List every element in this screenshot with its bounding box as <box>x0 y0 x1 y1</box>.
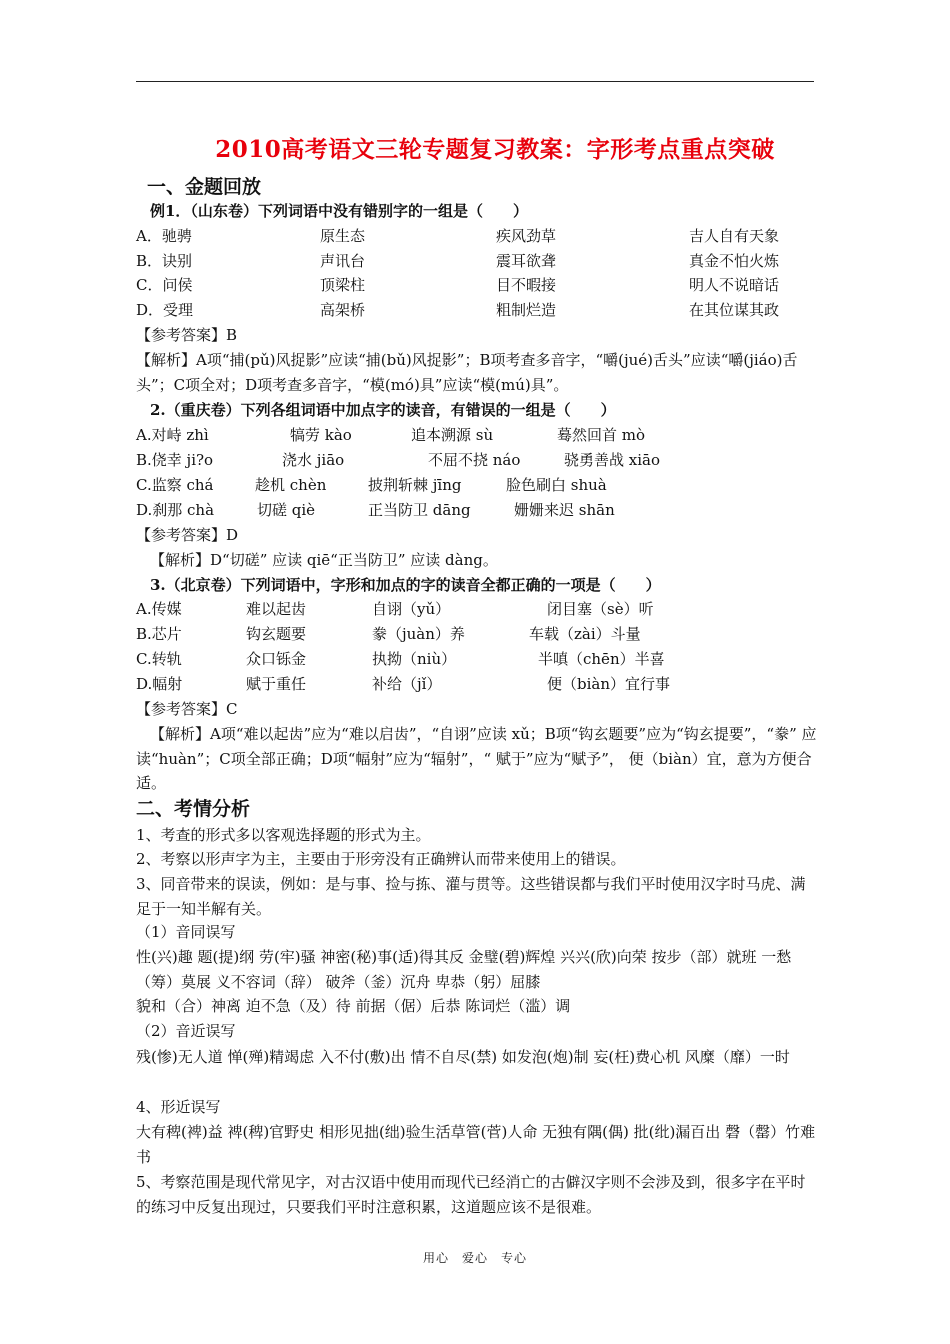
option-cell: 难以起齿 <box>246 600 307 618</box>
analysis-point-3: 3、同音带来的误读，例如：是与事、捡与拣、灌与贯等。这些错误都与我们平时使用汉字时马虎、满足于一知半解有关。 <box>136 875 806 918</box>
option-cell: D.幅射 <box>136 675 183 693</box>
option-cell: 原生态 <box>320 227 366 245</box>
option-cell: 犒劳 kào <box>290 426 352 444</box>
option-cell: 豢（juàn）养 <box>372 625 465 643</box>
option-cell: 蓦然回首 mò <box>557 426 646 444</box>
option-cell: 骁勇善战 xiāo <box>564 451 660 469</box>
question-2-answer: 【参考答案】D <box>136 526 239 544</box>
option-cell: 姗姗来迟 shān <box>514 501 615 519</box>
option-cell: 在其位谋其政 <box>689 300 780 319</box>
option-cell: B．诀别 <box>136 251 193 270</box>
page-footer: 用心 爱心 专心 <box>422 1251 527 1265</box>
option-cell: 顶梁柱 <box>320 276 366 294</box>
question-3-option-a <box>136 598 826 620</box>
question-1-heading: 例1．（山东卷）下列词语中没有错别字的一组是（ ） <box>150 202 528 220</box>
analysis-point-1: 1、考查的形式多以客观选择题的形式为主。 <box>136 826 431 844</box>
option-cell: D．受理 <box>136 300 194 319</box>
option-cell: 震耳欲聋 <box>496 251 557 270</box>
option-cell: 执拗（niù） <box>372 650 457 668</box>
option-cell: C.转轨 <box>136 650 182 668</box>
option-cell: 声讯台 <box>320 251 366 270</box>
option-cell: 真金不怕火炼 <box>689 251 780 270</box>
question-3-option-b <box>136 623 826 645</box>
question-1-option-c <box>136 274 826 296</box>
question-2-option-b <box>136 449 826 471</box>
question-2-option-c <box>136 474 826 496</box>
option-cell: 补给（jǐ） <box>372 675 442 693</box>
option-cell: B.芯片 <box>136 625 182 643</box>
homophone-examples: 性(兴)趣 题(提)纲 劳(牢)骚 神密(秘)事(适)得其反 金璧(碧)辉煌 兴兴(欣)向荣 按步（部）就班 一愁（筹）莫展 义不容词（辞） 破斧（釜）沉舟 卑恭（躬）屈膝 <box>136 948 792 991</box>
section-heading-1: 一、金题回放 <box>147 176 262 198</box>
option-cell: 明人不说暗话 <box>689 276 780 294</box>
option-cell: 赋于重任 <box>246 675 307 693</box>
option-cell: 目不暇接 <box>496 276 557 294</box>
homophone-examples-2: 貌和（合）神离 迫不急（及）待 前据（倨）后恭 陈词烂（滥）调 <box>136 997 571 1015</box>
analysis-point-5: 5、考察范围是现代常见字，对古汉语中使用而现代已经消亡的古僻汉字则不会涉及到，很多字在平时的练习中反复出现过，只要我们平时注意积累，这道题应该不是很难。 <box>136 1173 806 1216</box>
option-cell: 浇水 jiāo <box>282 451 345 469</box>
question-2-heading: 2.（重庆卷）下列各组词语中加点字的读音，有错误的一组是（ ） <box>150 401 616 419</box>
subheading-homophone: （1）音同误写 <box>136 923 236 941</box>
question-3-answer: 【参考答案】C <box>136 700 238 718</box>
question-3-option-d <box>136 673 826 695</box>
section-heading-2: 二、考情分析 <box>136 798 251 820</box>
option-cell: C.监察 chá <box>136 476 214 494</box>
option-cell: A．驰骋 <box>136 227 192 245</box>
option-cell: 正当防卫 dāng <box>368 501 471 519</box>
option-cell: D.刹那 chà <box>136 501 215 519</box>
question-2-analysis: 【解析】D“切磋” 应读 qiē“正当防卫” 应读 dàng。 <box>150 551 498 569</box>
subheading-near-sound: （2）音近误写 <box>136 1022 236 1040</box>
question-1-option-d <box>136 299 826 321</box>
option-cell: 钩玄题要 <box>246 625 307 643</box>
option-cell: 闭目塞（sè）听 <box>547 600 654 618</box>
question-1-option-a <box>136 225 826 247</box>
option-cell: 趁机 chèn <box>255 476 327 494</box>
option-cell: A.对峙 zhì <box>136 426 209 444</box>
option-cell: 粗制烂造 <box>496 300 557 319</box>
option-cell: 不屈不挠 náo <box>428 451 521 469</box>
analysis-point-2: 2、考察以形声字为主，主要由于形旁没有正确辨认而带来使用上的错误。 <box>136 850 626 868</box>
near-form-examples: 大有稗(裨)益 裨(稗)官野史 相形见拙(绌)验生活草管(菅)人命 无独有隅(偶) 批(纰)漏百出 磬（罄）竹难书 <box>136 1123 816 1166</box>
question-3-option-c <box>136 648 826 670</box>
option-cell: 车载（zài）斗量 <box>529 625 641 643</box>
option-cell: 披荆斩棘 jīng <box>368 476 462 494</box>
option-cell: 切磋 qiè <box>257 501 316 519</box>
question-1-analysis: 【解析】A项“捕(pǔ)风捉影”应读“捕(bǔ)风捉影”；B项考查多音字，“嚼(jué)舌头”应读“嚼(jiáo)舌头”；C项全对；D项考查多音字，“模(mó)具”应读“模(mú)具”。 <box>136 351 798 394</box>
question-2-option-a <box>136 424 826 446</box>
option-cell: B.侥幸 ji?o <box>136 451 214 469</box>
option-cell: 便（biàn）宜行事 <box>547 675 671 693</box>
option-cell: C．问侯 <box>136 276 193 294</box>
near-sound-examples: 残(惨)无人道 惮(殚)精竭虑 入不付(敷)出 情不自尽(禁) 如发泡(炮)制 妄(枉)费心机 风糜（靡）一时 <box>136 1048 790 1066</box>
option-cell: 脸色刷白 shuà <box>506 476 607 494</box>
option-cell: 众口铄金 <box>246 650 307 668</box>
analysis-point-4: 4、形近误写 <box>136 1098 221 1116</box>
question-2-option-d <box>136 499 826 521</box>
option-cell: 高架桥 <box>320 300 366 319</box>
option-cell: 疾风劲草 <box>496 227 557 245</box>
header-rule <box>136 81 814 82</box>
question-3-heading: 3.（北京卷）下列词语中，字形和加点的字的读音全都正确的一项是（ ） <box>150 576 661 594</box>
question-1-option-b <box>136 250 826 272</box>
question-1-answer: 【参考答案】B <box>136 326 238 344</box>
option-cell: 追本溯源 sù <box>411 426 494 444</box>
option-cell: 吉人自有天象 <box>689 227 780 245</box>
page-title: 2010高考语文三轮专题复习教案：字形考点重点突破 <box>215 136 775 163</box>
question-3-analysis: 【解析】A项“难以起齿”应为“难以启齿”，“自诩”应读 xǔ；B项“钩玄题要”应为“钩玄提要”，“豢” 应读“huàn”；C项全部正确；D项“幅射”应为“辐射”，“ 赋于”应为“赋予”， 便（biàn）宜，意为方便合适。 <box>136 725 817 793</box>
option-cell: 自诩（yǔ） <box>372 600 451 618</box>
option-cell: 半嗔（chēn）半喜 <box>538 650 665 668</box>
option-cell: A.传媒 <box>136 600 182 618</box>
